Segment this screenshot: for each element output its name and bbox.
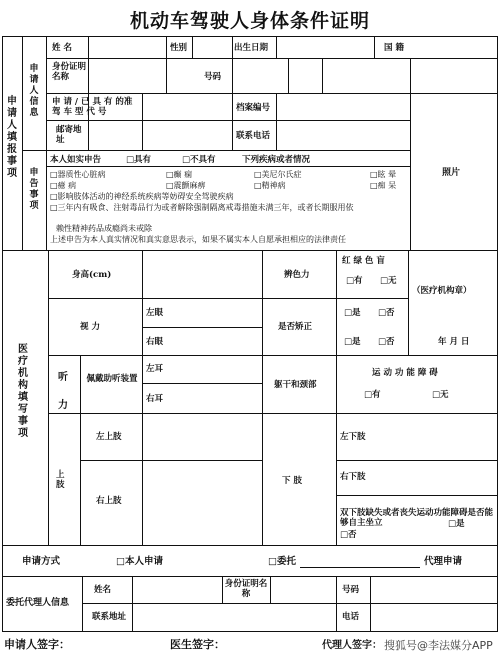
agent-address-label: 联系地址 xyxy=(92,612,127,622)
height-field[interactable] xyxy=(143,251,261,298)
gender-label: 性别 xyxy=(170,43,188,53)
drug-line-1[interactable]: □三年内有吸食、注射毒品行为或者解除强制隔离戒毒措施未满三年，或者长期服用依 xyxy=(50,203,354,212)
institution-stamp: （医疗机构章） xyxy=(412,286,472,296)
applicant-signature-label: 申请人签字： xyxy=(4,638,70,651)
file-no-field[interactable] xyxy=(277,94,409,120)
medical-section-title: 医疗机构填写事项 xyxy=(18,344,28,439)
colorblind-no[interactable]: □无 xyxy=(380,276,397,286)
disease-heart[interactable]: □器质性心脏病 xyxy=(50,170,106,179)
disease-parkinson[interactable]: □震颤麻痹 xyxy=(166,181,206,190)
corrected-no-2[interactable]: □否 xyxy=(378,337,395,347)
declare-question: 本人如实申告 xyxy=(50,155,102,165)
self-apply-checkbox[interactable]: □本人申请 xyxy=(116,556,163,567)
id-name-label: 身份证明名称 xyxy=(52,62,87,82)
agent-phone-field[interactable] xyxy=(371,604,496,631)
birthdate-field[interactable] xyxy=(277,37,373,58)
right-eye-field[interactable] xyxy=(170,328,261,355)
file-no-label: 档案编号 xyxy=(236,103,271,113)
name-field[interactable] xyxy=(89,37,165,58)
corrected-label: 是否矫正 xyxy=(278,322,313,332)
disease-hysteria[interactable]: □癔 病 xyxy=(50,181,77,190)
corrected-no[interactable]: □否 xyxy=(378,308,395,318)
nationality-label: 国 籍 xyxy=(384,43,404,53)
corrected-yes-2[interactable]: □是 xyxy=(344,337,361,347)
declaration-text: 上述申告为本人真实情况和真实意思表示，如果不属实本人自愿承担相应的法律责任 xyxy=(50,235,346,244)
agent-name-label: 姓名 xyxy=(94,585,112,595)
hearing-aid-label: 佩戴助听装置 xyxy=(86,374,138,384)
gender-field[interactable] xyxy=(193,37,231,58)
method-label: 申请方式 xyxy=(22,556,61,567)
lower-limb-label: 下 肢 xyxy=(282,476,302,486)
agent-number-label: 号码 xyxy=(342,585,360,595)
disease-epilepsy[interactable]: □癫 痫 xyxy=(166,170,193,179)
disease-psychosis[interactable]: □精神病 xyxy=(254,181,286,190)
number-label: 号码 xyxy=(204,72,222,82)
applicant-section-title: 申请人填报事项 xyxy=(7,96,17,179)
left-eye-field[interactable] xyxy=(170,299,261,327)
left-ear-label: 左耳 xyxy=(146,364,164,374)
upper-limb-label: 上肢 xyxy=(56,470,65,490)
both-lower-label: 双下肢缺失或者丧失运动功能障碍是否能够自主坐立 xyxy=(340,508,494,528)
left-upper-label: 左上肢 xyxy=(96,432,122,442)
both-lower-no[interactable]: □否 xyxy=(340,530,357,540)
trunk-yes[interactable]: □有 xyxy=(364,390,381,400)
right-lower-label: 右下肢 xyxy=(340,472,366,482)
phone-label: 联系电话 xyxy=(236,131,271,141)
motor-disorder-label: 运 动 功 能 障 碍 xyxy=(372,368,438,378)
hasnot-checkbox[interactable]: □不具有 xyxy=(182,155,216,165)
entrust-checkbox[interactable]: □委托 xyxy=(268,556,296,567)
red-green-label: 红 绿 色 盲 xyxy=(342,256,385,266)
photo-label: 照片 xyxy=(442,168,461,178)
right-eye-label: 右眼 xyxy=(146,337,164,347)
birthdate-label: 出生日期 xyxy=(234,43,269,53)
right-upper-field[interactable] xyxy=(143,461,261,545)
license-type-field[interactable] xyxy=(143,94,231,120)
trunk-neck-label: 躯干和颈部 xyxy=(274,380,317,390)
applicant-info-label: 申请人信息 xyxy=(29,64,39,118)
agent-name-field[interactable] xyxy=(133,577,221,603)
left-upper-field[interactable] xyxy=(143,414,261,460)
hearing-label: 听力 xyxy=(58,372,68,411)
agent-id-name-field[interactable] xyxy=(271,577,335,603)
entrust-underline xyxy=(300,567,420,568)
disease-limb[interactable]: □影响肢体活动的神经系统疾病等妨碍安全驾驶疾病 xyxy=(50,192,234,201)
left-eye-label: 左眼 xyxy=(146,308,164,318)
photo-area[interactable] xyxy=(411,94,496,249)
left-lower-label: 左下肢 xyxy=(340,432,366,442)
agent-id-name-label: 身份证明名称 xyxy=(224,579,268,599)
declare-group-label: 申告事项 xyxy=(29,168,39,211)
license-type-label: 申 请 / 已 具 有 的准 驾 车 型 代 号 xyxy=(52,97,133,117)
color-vision-label: 辨色力 xyxy=(284,270,310,280)
right-upper-label: 右上肢 xyxy=(96,496,122,506)
phone-field[interactable] xyxy=(277,121,409,150)
address-label: 邮寄地址 xyxy=(56,125,82,145)
both-lower-yes[interactable]: □是 xyxy=(448,519,465,529)
agent-address-field[interactable] xyxy=(133,604,335,631)
right-ear-label: 右耳 xyxy=(146,394,164,404)
agent-signature-label: 代理人签字： xyxy=(322,640,382,651)
form-title: 机动车驾驶人身体条件证明 xyxy=(129,10,370,32)
watermark-text: 搜狐号@李法媒分APP xyxy=(384,639,493,652)
id-number-field[interactable] xyxy=(233,59,409,93)
colorblind-yes[interactable]: □有 xyxy=(346,276,363,286)
height-label: 身高(cm) xyxy=(72,270,112,280)
id-name-field[interactable] xyxy=(89,59,165,93)
disease-dementia[interactable]: □痴 呆 xyxy=(370,181,397,190)
agent-number-field[interactable] xyxy=(371,577,496,603)
agent-phone-label: 电话 xyxy=(342,612,360,622)
disease-vertigo[interactable]: □眩 晕 xyxy=(370,170,397,179)
trunk-no[interactable]: □无 xyxy=(432,390,449,400)
following-label: 下列疾病或者情况 xyxy=(242,155,311,165)
agent-info-label: 委托代理人信息 xyxy=(6,598,70,608)
agent-apply-label: 代理申请 xyxy=(424,556,463,567)
corrected-yes[interactable]: □是 xyxy=(344,308,361,318)
nationality-field[interactable] xyxy=(420,37,496,58)
address-field[interactable] xyxy=(89,121,231,150)
has-checkbox[interactable]: □具有 xyxy=(126,155,152,165)
disease-meniere[interactable]: □美尼尔氏症 xyxy=(254,170,302,179)
drug-line-2: 赖性精神药品成瘾尚未戒除 xyxy=(56,224,152,233)
date-label: 年 月 日 xyxy=(438,337,470,347)
doctor-signature-label: 医生签字： xyxy=(170,638,225,651)
name-label: 姓 名 xyxy=(52,43,72,53)
vision-label: 视 力 xyxy=(80,322,100,332)
